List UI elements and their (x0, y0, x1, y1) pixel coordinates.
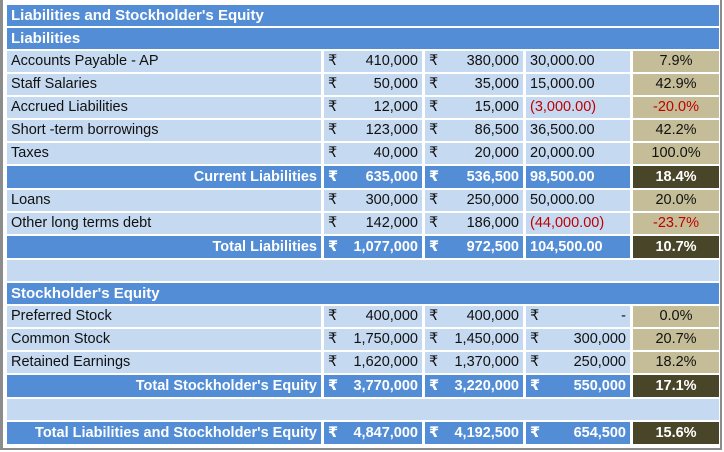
currency-symbol: ₹ (429, 76, 439, 92)
currency-symbol: ₹ (328, 76, 338, 92)
amount-cell[interactable] (324, 74, 422, 95)
liabilities-header-row (7, 28, 719, 49)
currency-symbol: ₹ (429, 238, 440, 255)
currency-symbol: ₹ (328, 192, 338, 208)
amount-cell[interactable] (324, 236, 422, 258)
amount-value: 86,500 (474, 122, 519, 138)
spacer-row (7, 399, 719, 420)
currency-symbol: ₹ (429, 377, 440, 394)
change-cell[interactable] (526, 143, 630, 164)
change-value: 20,000.00 (530, 145, 595, 161)
percent-change-cell[interactable]: 20.0% (633, 190, 719, 211)
amount-cell[interactable] (324, 51, 422, 72)
currency-symbol: ₹ (530, 308, 540, 324)
amount-value: 654,500 (573, 424, 626, 441)
change-value: (3,000.00) (530, 99, 597, 115)
percent-change-cell[interactable]: -20.0% (633, 97, 719, 118)
amount-cell[interactable] (526, 306, 630, 327)
amount-value: - (621, 308, 626, 324)
amount-value: 250,000 (573, 354, 626, 370)
change-cell[interactable] (526, 213, 630, 234)
amount-value: 972,500 (466, 238, 519, 255)
amount-value: 300,000 (573, 331, 626, 347)
currency-symbol: ₹ (328, 308, 338, 324)
equity-header-row (7, 283, 719, 304)
currency-symbol: ₹ (429, 145, 439, 161)
currency-symbol: ₹ (429, 215, 439, 231)
amount-value: 1,620,000 (353, 354, 418, 370)
row-label[interactable]: Taxes (7, 143, 321, 164)
amount-cell[interactable] (425, 422, 523, 444)
row-label[interactable]: Accrued Liabilities (7, 97, 321, 118)
change-cell[interactable] (526, 97, 630, 118)
currency-symbol: ₹ (328, 424, 339, 441)
amount-cell[interactable] (425, 166, 523, 188)
table-row (7, 143, 719, 164)
currency-symbol: ₹ (429, 99, 439, 115)
amount-value: 1,077,000 (353, 238, 418, 255)
total-label[interactable]: Current Liabilities (7, 166, 321, 188)
currency-symbol: ₹ (328, 122, 338, 138)
table-row (7, 213, 719, 234)
row-label[interactable]: Loans (7, 190, 321, 211)
row-label[interactable]: Accounts Payable - AP (7, 51, 321, 72)
amount-cell[interactable] (425, 375, 523, 397)
change-value: 50,000.00 (530, 192, 595, 208)
currency-symbol: ₹ (429, 192, 439, 208)
currency-symbol: ₹ (328, 145, 338, 161)
amount-value: 12,000 (373, 99, 418, 115)
currency-symbol: ₹ (429, 168, 440, 185)
amount-value: 550,000 (573, 377, 626, 394)
amount-cell[interactable] (425, 352, 523, 373)
currency-symbol: ₹ (328, 354, 338, 370)
amount-value: 1,370,000 (454, 354, 519, 370)
currency-symbol: ₹ (328, 215, 338, 231)
total-label[interactable]: Total Stockholder's Equity (7, 375, 321, 397)
amount-cell[interactable] (425, 190, 523, 211)
currency-symbol: ₹ (429, 331, 439, 347)
currency-symbol: ₹ (429, 354, 439, 370)
amount-cell[interactable] (526, 422, 630, 444)
amount-cell[interactable] (526, 352, 630, 373)
amount-cell[interactable] (425, 236, 523, 258)
equity-header[interactable]: Stockholder's Equity (7, 283, 719, 304)
amount-value: 15,000 (474, 99, 519, 115)
amount-value: 50,000 (373, 76, 418, 92)
amount-cell[interactable] (425, 329, 523, 350)
percent-change-cell[interactable]: 42.2% (633, 120, 719, 141)
change-cell[interactable]: 104,500.00 (526, 236, 630, 258)
amount-value: 3,770,000 (353, 377, 418, 394)
amount-cell[interactable] (425, 306, 523, 327)
currency-symbol: ₹ (429, 424, 440, 441)
currency-symbol: ₹ (530, 424, 541, 441)
amount-value: 20,000 (474, 145, 519, 161)
row-label[interactable]: Common Stock (7, 329, 321, 350)
empty-cell[interactable] (7, 399, 719, 420)
table-row (7, 306, 719, 327)
currency-symbol: ₹ (530, 354, 540, 370)
amount-value: 1,750,000 (353, 331, 418, 347)
row-label[interactable]: Short -term borrowings (7, 120, 321, 141)
table-row (7, 190, 719, 211)
total-liabilities-row (7, 236, 719, 258)
liabilities-header[interactable]: Liabilities (7, 28, 719, 49)
amount-cell[interactable] (324, 213, 422, 234)
amount-value: 1,450,000 (454, 331, 519, 347)
amount-value: 40,000 (373, 145, 418, 161)
change-value: 36,500.00 (530, 122, 595, 138)
currency-symbol: ₹ (328, 238, 339, 255)
percent-change-cell[interactable]: 10.7% (633, 236, 719, 258)
currency-symbol: ₹ (328, 53, 338, 69)
percent-change-cell[interactable]: 7.9% (633, 51, 719, 72)
empty-cell[interactable] (7, 260, 719, 281)
amount-cell[interactable] (324, 306, 422, 327)
currency-symbol: ₹ (429, 308, 439, 324)
amount-value: 4,847,000 (353, 424, 418, 441)
amount-cell[interactable] (324, 329, 422, 350)
currency-symbol: ₹ (328, 168, 339, 185)
currency-symbol: ₹ (429, 53, 439, 69)
amount-cell[interactable] (526, 375, 630, 397)
amount-value: 3,220,000 (454, 377, 519, 394)
currency-symbol: ₹ (530, 331, 540, 347)
percent-change-cell[interactable]: 18.2% (633, 352, 719, 373)
row-label[interactable]: Other long terms debt (7, 213, 321, 234)
amount-cell[interactable] (324, 190, 422, 211)
current-liabilities-row (7, 166, 719, 188)
change-cell[interactable] (526, 74, 630, 95)
percent-change-cell[interactable]: 17.1% (633, 375, 719, 397)
percent-change-cell[interactable]: 42.9% (633, 74, 719, 95)
amount-cell[interactable] (526, 329, 630, 350)
amount-cell[interactable] (324, 143, 422, 164)
change-cell[interactable] (526, 120, 630, 141)
amount-value: 400,000 (365, 308, 418, 324)
row-label[interactable]: Staff Salaries (7, 74, 321, 95)
change-cell[interactable] (526, 51, 630, 72)
table-row (7, 51, 719, 72)
amount-cell[interactable] (425, 51, 523, 72)
amount-cell[interactable] (425, 143, 523, 164)
percent-change-cell[interactable]: 18.4% (633, 166, 719, 188)
change-value: 15,000.00 (530, 76, 595, 92)
currency-symbol: ₹ (530, 377, 541, 394)
grand-total-row (7, 422, 719, 444)
currency-symbol: ₹ (328, 331, 338, 347)
percent-change-cell[interactable]: 100.0% (633, 143, 719, 164)
total-equity-row (7, 375, 719, 397)
spacer-row (7, 260, 719, 281)
percent-change-cell[interactable]: 20.7% (633, 329, 719, 350)
amount-value: 123,000 (365, 122, 418, 138)
amount-value: 536,500 (466, 168, 519, 185)
amount-value: 4,192,500 (454, 424, 519, 441)
amount-value: 142,000 (365, 215, 418, 231)
amount-cell[interactable] (425, 213, 523, 234)
percent-change-cell[interactable]: -23.7% (633, 213, 719, 234)
percent-change-cell[interactable]: 15.6% (633, 422, 719, 444)
amount-cell[interactable] (324, 422, 422, 444)
amount-value: 186,000 (466, 215, 519, 231)
amount-value: 300,000 (365, 192, 418, 208)
amount-cell[interactable] (324, 375, 422, 397)
amount-value: 35,000 (474, 76, 519, 92)
amount-cell[interactable] (425, 120, 523, 141)
currency-symbol: ₹ (328, 99, 338, 115)
change-cell[interactable] (526, 190, 630, 211)
sheet-title[interactable]: Liabilities and Stockholder's Equity (7, 5, 719, 26)
amount-cell[interactable] (324, 120, 422, 141)
amount-value: 400,000 (466, 308, 519, 324)
change-value: (44,000.00) (530, 215, 605, 231)
percent-change-cell[interactable]: 0.0% (633, 306, 719, 327)
row-label[interactable]: Preferred Stock (7, 306, 321, 327)
balance-sheet-table (4, 3, 722, 446)
amount-cell[interactable] (324, 97, 422, 118)
amount-cell[interactable] (425, 74, 523, 95)
total-label[interactable]: Total Liabilities (7, 236, 321, 258)
table-row (7, 97, 719, 118)
row-label[interactable]: Retained Earnings (7, 352, 321, 373)
amount-value: 380,000 (466, 53, 519, 69)
amount-cell[interactable] (324, 352, 422, 373)
amount-value: 410,000 (365, 53, 418, 69)
amount-value: 635,000 (365, 168, 418, 185)
amount-value: 250,000 (466, 192, 519, 208)
amount-cell[interactable] (324, 166, 422, 188)
currency-symbol: ₹ (429, 122, 439, 138)
change-cell[interactable]: 98,500.00 (526, 166, 630, 188)
amount-cell[interactable] (425, 97, 523, 118)
currency-symbol: ₹ (328, 377, 339, 394)
change-value: 30,000.00 (530, 53, 595, 69)
table-row (7, 120, 719, 141)
table-row (7, 329, 719, 350)
table-row (7, 74, 719, 95)
title-row (7, 5, 719, 26)
total-label[interactable]: Total Liabilities and Stockholder's Equity (7, 422, 321, 444)
table-row (7, 352, 719, 373)
